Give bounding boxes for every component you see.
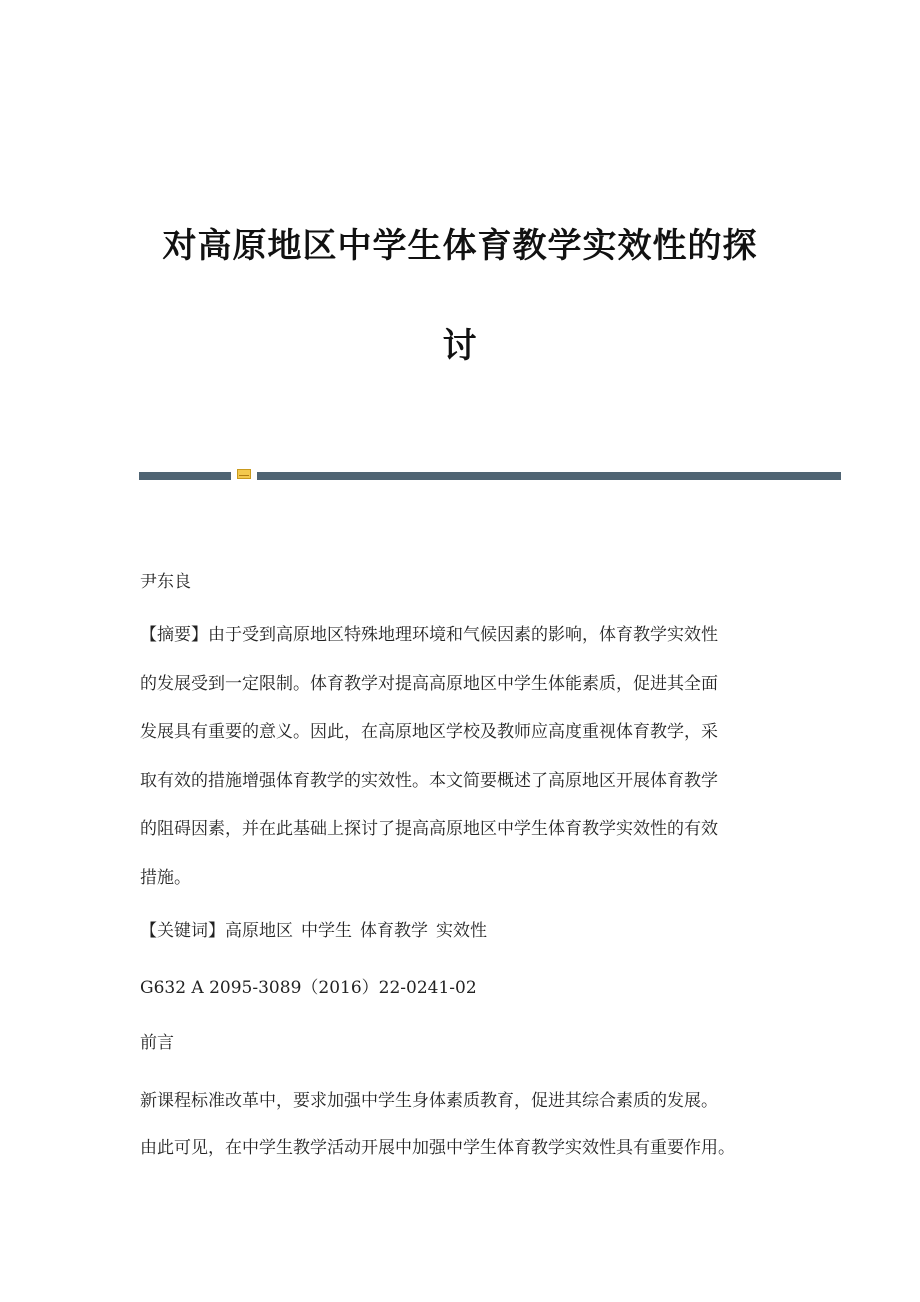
abstract-line: 取有效的措施增强体育教学的实效性。本文简要概述了高原地区开展体育教学 <box>140 770 718 791</box>
envelope-icon <box>237 469 251 479</box>
author-name: 尹东良 <box>140 572 191 592</box>
abstract-line: 措施。 <box>140 867 191 888</box>
abstract-line: 【摘要】由于受到高原地区特殊地理环境和气候因素的影响，体育教学实效性 <box>140 625 718 645</box>
keyword: 体育教学 <box>360 921 428 941</box>
keyword: 中学生 <box>301 921 352 941</box>
classification-number: G632 A 2095-3089（2016）22-0241-02 <box>140 978 477 998</box>
page-title-line-1: 对高原地区中学生体育教学实效性的探 <box>162 226 758 266</box>
keyword: 实效性 <box>436 921 487 941</box>
body-paragraph-line: 由此可见，在中学生教学活动开展中加强中学生体育教学实效性具有重要作用。 <box>140 1138 735 1158</box>
page-title-line-2: 讨 <box>442 326 478 366</box>
keywords-label: 【关键词】 <box>140 921 225 941</box>
abstract-line: 的阻碍因素，并在此基础上探讨了提高高原地区中学生体育教学实效性的有效 <box>140 819 718 839</box>
preface-heading: 前言 <box>140 1033 174 1053</box>
abstract-line: 发展具有重要的意义。因此，在高原地区学校及教师应高度重视体育教学，采 <box>140 722 718 742</box>
divider-bar-right <box>257 472 841 480</box>
keyword: 高原地区 <box>225 921 293 941</box>
abstract <box>140 611 790 902</box>
divider-bar-left <box>139 472 231 480</box>
title-divider <box>139 468 841 482</box>
abstract-line: 的发展受到一定限制。体育教学对提高高原地区中学生体能素质，促进其全面 <box>140 673 718 694</box>
body-paragraph-line: 新课程标准改革中，要求加强中学生身体素质教育，促进其综合素质的发展。 <box>140 1091 718 1111</box>
keywords <box>140 907 790 956</box>
